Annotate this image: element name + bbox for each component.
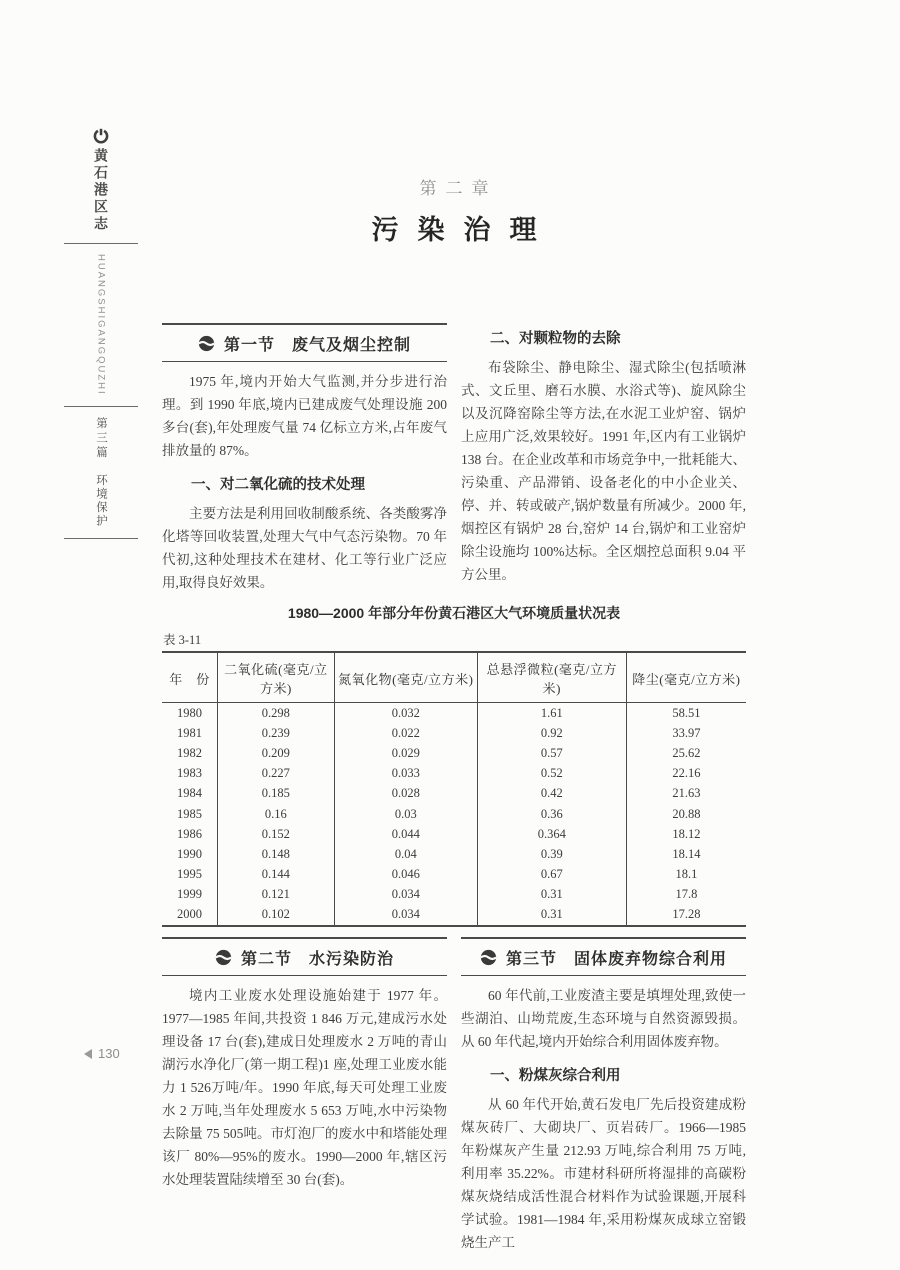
table-cell: 0.239 [217,723,334,743]
section-1-title: 第一节 废气及烟尘控制 [223,337,411,354]
section-2-header [162,937,447,976]
right-column [461,937,746,1254]
table-cell: 1995 [176,867,202,882]
table-cell: 1.61 [477,703,626,724]
table-cell: 1982 [176,745,202,760]
table-row [162,703,746,724]
table-cell: 0.36 [477,804,626,824]
section-marker-icon [198,335,215,352]
book-title-vertical: 黄石港区志 [93,148,109,233]
table-row [162,824,746,844]
section-1-sub-1-title: 一、对二氧化硫的技术处理 [191,477,365,493]
page-number: 130 [98,1046,120,1061]
table-cell: 0.67 [477,865,626,885]
table-cell: 0.121 [217,885,334,905]
columns-row-1 [162,323,746,594]
table-cell: 0.185 [217,784,334,804]
table-cell: 0.022 [334,723,477,743]
section-1-sub-1-text: 主要方法是利用回收制酸系统、各类酸雾净化塔等回收装置,处理大气中气态污染物。70 年代初,这种处理技术在建材、化工等行业广泛应用,取得良好效果。 [162,506,447,590]
section-1-sub-2-text: 布袋除尘、静电除尘、湿式除尘(包括喷淋式、文丘里、磨石水膜、水浴式等)、旋风除尘以及沉降窑除尘等方法,在水泥工业炉窑、锅炉上应用广泛,效果较好。1991 年,区内有工业锅炉 138 台。在企业改革和市场竞争中,一批耗能大、污染重、产品滞销、设备老化的中小企业关、停、并、转或破产,锅炉数量有所减少。2000 年,烟控区有锅炉 28 台,窑炉 14 台,锅炉和工业窑炉除尘设施均 100%达标。全区烟控总面积 9.04 平方公里。 [461,360,746,582]
col-header-tsp: 总悬浮微粒(毫克/立方米) [477,652,626,703]
section-marker-icon [215,949,232,966]
table-cell: 1985 [176,806,202,821]
table-cell: 21.63 [626,784,746,804]
page-footer [84,1046,120,1061]
section-1-sub-2-title: 二、对颗粒物的去除 [490,331,621,347]
section-3-sub-1-title: 一、粉煤灰综合利用 [490,1068,621,1085]
left-column [162,323,447,594]
table-cell: 18.12 [626,824,746,844]
table-cell: 1999 [176,887,202,902]
table-cell: 0.16 [217,804,334,824]
table-row [162,804,746,824]
table-cell: 0.029 [334,743,477,763]
table-cell: 17.28 [626,905,746,926]
table-cell: 1984 [176,786,202,801]
table-cell: 22.16 [626,764,746,784]
section-2-text: 境内工业废水处理设施始建于 1977 年。1977—1985 年间,共投资 1 846 万元,建成污水处理设备 17 台(套),建成日处理废水 2 万吨的青山湖污水净化厂(第一期工程)1 座,处理工业废水能力 1 526万吨/年。1990 年底,每天可处理工业废水 2 万吨,当年处理废水 5 653 万吨,水中污染物去除量 75 505吨。市灯泡厂的废水中和塔能处理该厂 80%—95%的废水。1990—2000 年,辖区污水处理装置陆续增至 30 台(套)。 [162,988,447,1188]
table-cell: 0.034 [334,905,477,926]
sidebar-divider [64,538,138,539]
air-quality-table-block [162,603,746,927]
table-cell: 0.57 [477,743,626,763]
sidebar-divider [64,406,138,407]
sidebar-divider [64,243,138,244]
table-cell: 18.14 [626,844,746,864]
col-header-year: 年 份 [162,652,217,703]
table-row [162,885,746,905]
section-1-intro: 1975 年,境内开始大气监测,并分步进行治理。到 1990 年底,境内已建成废气处理设施 200 多台(套),年处理废气量 74 亿标立方米,占年废气排放量的 87%。 [162,374,447,458]
col-header-so2: 二氧化硫(毫克/立方米) [217,652,334,703]
table-cell: 0.03 [334,804,477,824]
table-cell: 0.39 [477,844,626,864]
section-marker-icon [480,949,497,966]
table-cell: 25.62 [626,743,746,763]
table-cell: 1990 [176,846,202,861]
table-cell: 0.148 [217,844,334,864]
table-header-row [162,652,746,703]
right-column [461,323,746,586]
table-cell: 1983 [176,766,202,781]
part-title-vertical: 环境保护 [95,474,107,529]
col-header-nox: 氮氧化物(毫克/立方米) [334,652,477,703]
table-row [162,743,746,763]
table-cell: 0.144 [217,865,334,885]
table-cell: 0.209 [217,743,334,763]
table-cell: 0.04 [334,844,477,864]
table-cell: 0.034 [334,885,477,905]
chapter-number: 第二章 [419,179,498,198]
col-header-dustfall: 降尘(毫克/立方米) [626,652,746,703]
table-cell: 58.51 [626,703,746,724]
table-cell: 0.31 [477,885,626,905]
table-cell: 20.88 [626,804,746,824]
table-row [162,905,746,926]
table-cell: 1981 [176,725,202,740]
section-3-intro: 60 年代前,工业废渣主要是填埋处理,致使一些湖泊、山坳荒废,生态环境与自然资源毁损。从 60 年代起,境内开始综合利用固体废弃物。 [461,988,746,1050]
table-cell: 2000 [176,907,202,922]
section-1-header [162,323,447,362]
table-cell: 0.032 [334,703,477,724]
table-cell: 0.92 [477,723,626,743]
table-cell: 33.97 [626,723,746,743]
table-cell: 0.044 [334,824,477,844]
chapter-title: 污染治理 [371,215,556,245]
table-cell: 0.102 [217,905,334,926]
table-row [162,865,746,885]
main-content [162,174,746,1254]
table-cell: 0.298 [217,703,334,724]
table-cell: 17.8 [626,885,746,905]
book-logo-icon [93,128,109,144]
table-row [162,844,746,864]
table-cell: 0.227 [217,764,334,784]
part-number-vertical: 第三篇 [95,416,107,461]
table-row [162,723,746,743]
table-cell: 0.152 [217,824,334,844]
section-3-header [461,937,746,976]
section-3-sub-1-text: 从 60 年代开始,黄石发电厂先后投资建成粉煤灰砖厂、大砌块厂、页岩砖厂。1966—1985 年粉煤灰产生量 212.93 万吨,综合利用 75 万吨,利用率 35.22%。市建材科研所将湿排的高碳粉煤灰烧结成活性混合材料作为试验课题,开展科学试验。1981—1984 年,采用粉煤灰成球立窑锻烧生产工 [461,1097,746,1251]
table-cell: 18.1 [626,865,746,885]
left-column [162,937,447,1191]
table-title: 1980—2000 年部分年份黄石港区大气环境质量状况表 [287,605,621,621]
table-cell: 1980 [176,705,202,720]
table-cell: 0.364 [477,824,626,844]
table-cell: 0.046 [334,865,477,885]
air-quality-table [162,651,746,927]
table-row [162,764,746,784]
table-cell: 1986 [176,826,202,841]
chapter-heading [162,174,746,247]
book-title-pinyin-vertical: HUANGSHIGANGQUZHI [95,254,107,396]
table-row [162,784,746,804]
table-cell: 0.028 [334,784,477,804]
columns-row-2 [162,937,746,1254]
table-cell: 0.033 [334,764,477,784]
section-2-title: 第二节 水污染防治 [240,951,394,969]
table-caption: 表 3-11 [163,633,202,647]
section-3-title: 第三节 固体废弃物综合利用 [505,951,727,969]
table-cell: 0.42 [477,784,626,804]
table-cell: 0.31 [477,905,626,926]
page-arrow-icon [84,1049,92,1059]
sidebar [64,128,138,549]
table-cell: 0.52 [477,764,626,784]
